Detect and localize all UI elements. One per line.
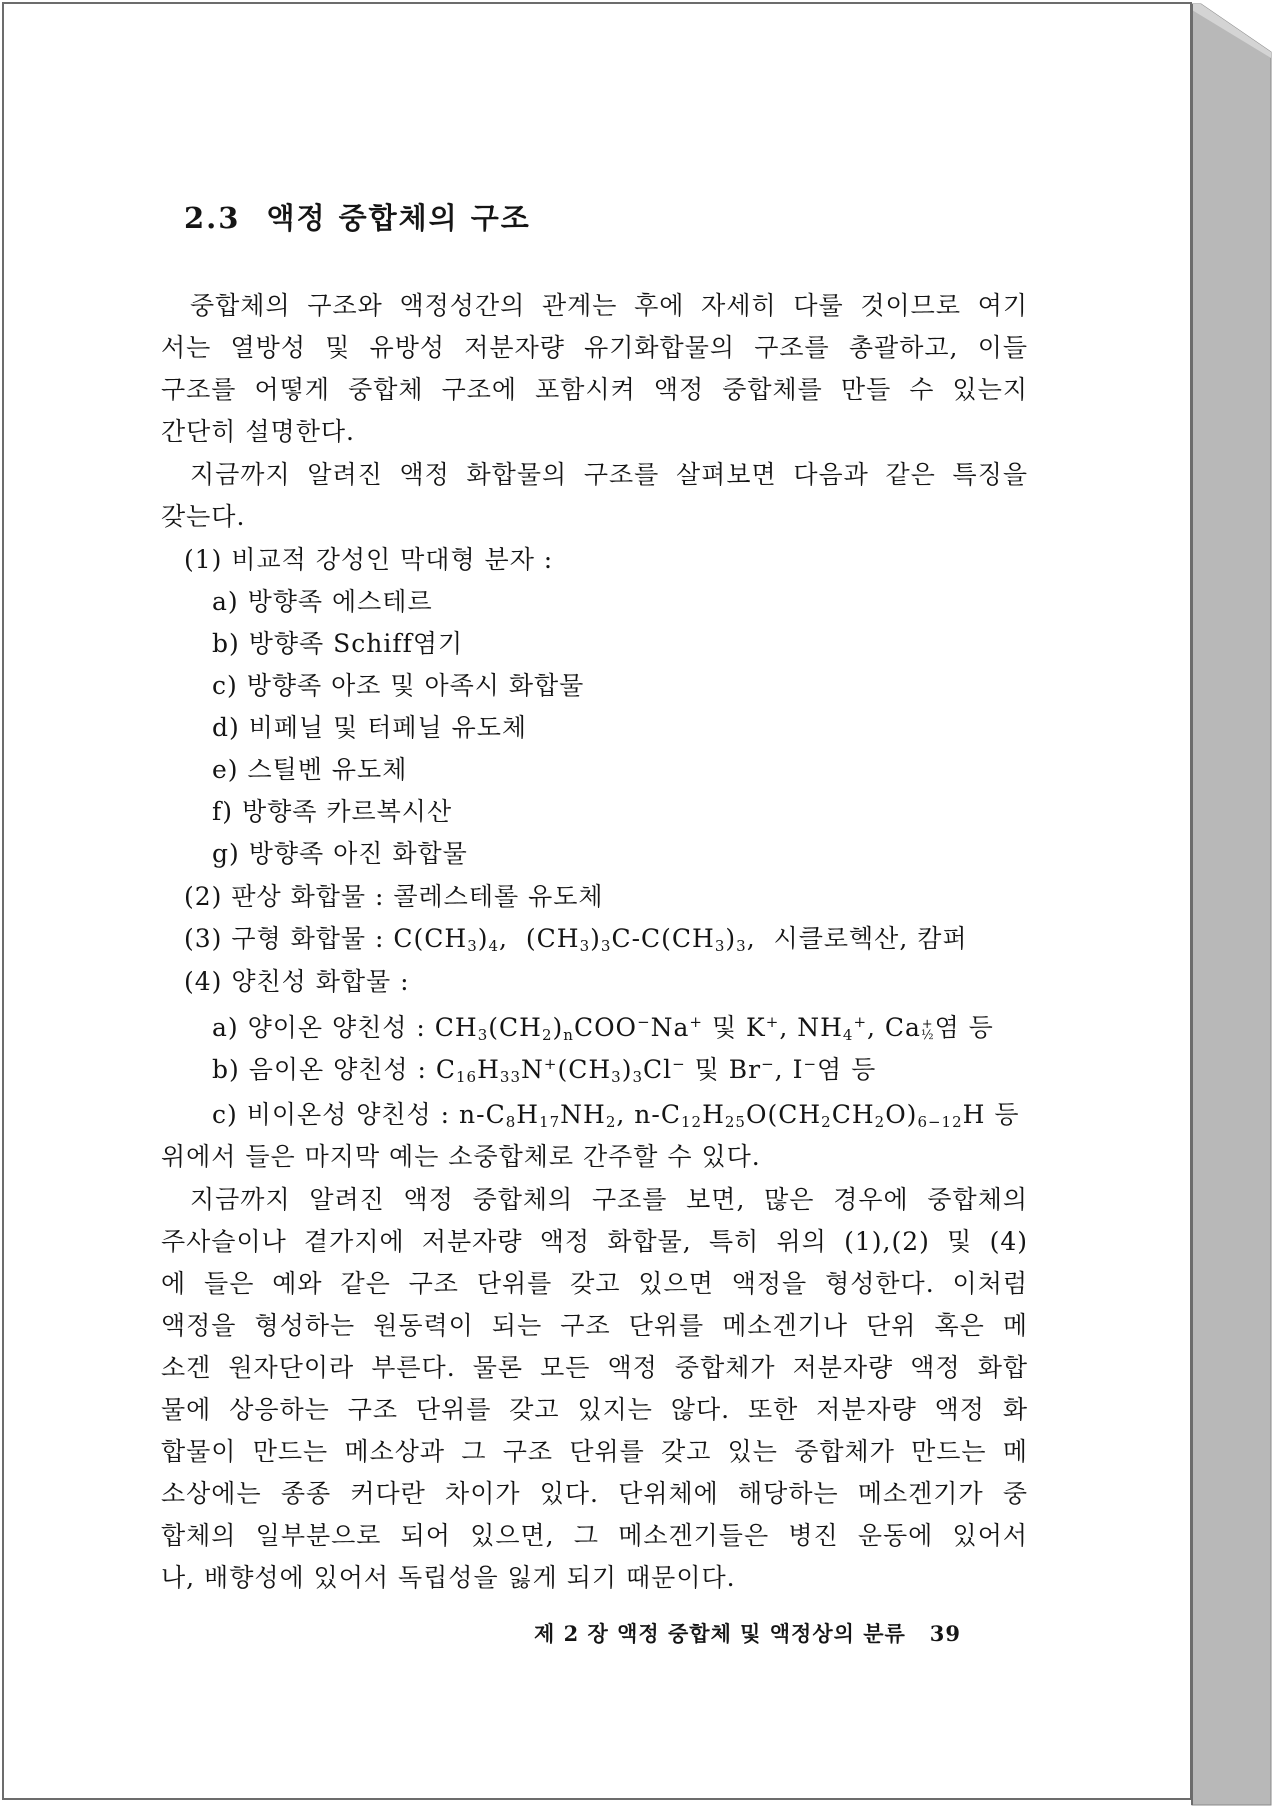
para3-line-2: 주사슬이나 곁가지에 저분자량 액정 화합물, 특히 위의 (1),(2) 및 (4) [161, 1227, 1028, 1256]
list-item-1f: f) 방향족 카르복시산 [212, 797, 453, 826]
list-item-2: (2) 판상 화합물 : 콜레스테롤 유도체 [184, 882, 604, 911]
page-number: 39 [929, 1621, 962, 1646]
list-item-4: (4) 양친성 화합물 : [184, 967, 410, 996]
list-item-1: (1) 비교적 강성인 막대형 분자 : [184, 545, 554, 574]
running-footer [534, 1618, 961, 1648]
section-title [184, 196, 531, 237]
para3-line-9: 합체의 일부분으로 되어 있으면, 그 메소겐기들은 병진 운동에 있어서 [161, 1521, 1028, 1550]
para3-line-5: 소겐 원자단이라 부른다. 물론 모든 액정 중합체가 저분자량 액정 화합 [161, 1353, 1028, 1382]
para2-line-1: 지금까지 알려진 액정 화합물의 구조를 살펴보면 다음과 같은 특징을 [190, 460, 1028, 489]
intro-line-2: 서는 열방성 및 유방성 저분자량 유기화합물의 구조를 총괄하고, 이들 [161, 333, 1028, 362]
para3-line-8: 소상에는 종종 커다란 차이가 있다. 단위체에 해당하는 메소겐기가 중 [161, 1479, 1028, 1508]
list-item-1d: d) 비페닐 및 터페닐 유도체 [212, 713, 528, 742]
para3-line-1: 지금까지 알려진 액정 중합체의 구조를 보면, 많은 경우에 중합체의 [190, 1185, 1028, 1214]
note-line: 위에서 들은 마지막 예는 소중합체로 간주할 수 있다. [161, 1142, 761, 1171]
list-item-1b: b) 방향족 Schiff염기 [212, 629, 464, 658]
para3-line-4: 액정을 형성하는 원동력이 되는 구조 단위를 메소겐기나 단위 혹은 메 [161, 1311, 1028, 1340]
list-item-4b: b) 음이온 양친성 : $C_{16}H_{33}N^+(CH_3)_3Cl^-$ 및 Br−, I−염 등 [212, 1055, 877, 1086]
para3-line-6: 물에 상응하는 구조 단위를 갖고 있지는 않다. 또한 저분자량 액정 화 [161, 1395, 1028, 1424]
section-number: 2.3 [184, 201, 241, 235]
list-item-3: (3) 구형 화합물 : $C(CH_3)_4$, $(CH_3)_3C-C(CH_3)_3$, 시클로헥산, 캄퍼 [184, 924, 968, 955]
list-item-1c: c) 방향족 아조 및 아족시 화합물 [212, 671, 585, 700]
para3-line-3: 에 들은 예와 같은 구조 단위를 갖고 있으면 액정을 형성한다. 이처럼 [161, 1269, 1028, 1298]
intro-line-1: 중합체의 구조와 액정성간의 관계는 후에 자세히 다룰 것이므로 여기 [190, 291, 1028, 320]
footer-chapter: 제 2 장 액정 중합체 및 액정상의 분류 [534, 1621, 906, 1646]
para3-line-10: 나, 배향성에 있어서 독립성을 잃게 되기 때문이다. [161, 1563, 736, 1592]
para3-line-7: 합물이 만드는 메소상과 그 구조 단위를 갖고 있는 중합체가 만드는 메 [161, 1437, 1028, 1466]
list-item-4c: c) 비이온성 양친성 : $n-C_8H_{17}NH_2$, $n-C_{12}H_{25}O(CH_2CH_2O)_{6-12}H$ 등 [212, 1100, 1020, 1131]
para2-line-2: 갖는다. [161, 502, 246, 531]
list-item-1a: a) 방향족 에스테르 [212, 587, 433, 616]
intro-line-3: 구조를 어떻게 중합체 구조에 포함시켜 액정 중합체를 만들 수 있는지 [161, 375, 1028, 404]
intro-line-4: 간단히 설명한다. [161, 417, 355, 446]
list-item-1g: g) 방향족 아진 화합물 [212, 839, 468, 868]
list-item-4a: a) 양이온 양친성 : $CH_3(CH_2)_nCOO^-Na^+$ 및 K+, $NH_4^+$, Ca+ ½염 등 [212, 1013, 994, 1044]
list-item-1e: e) 스틸벤 유도체 [212, 755, 408, 784]
section-title-text: 액정 중합체의 구조 [266, 201, 531, 235]
